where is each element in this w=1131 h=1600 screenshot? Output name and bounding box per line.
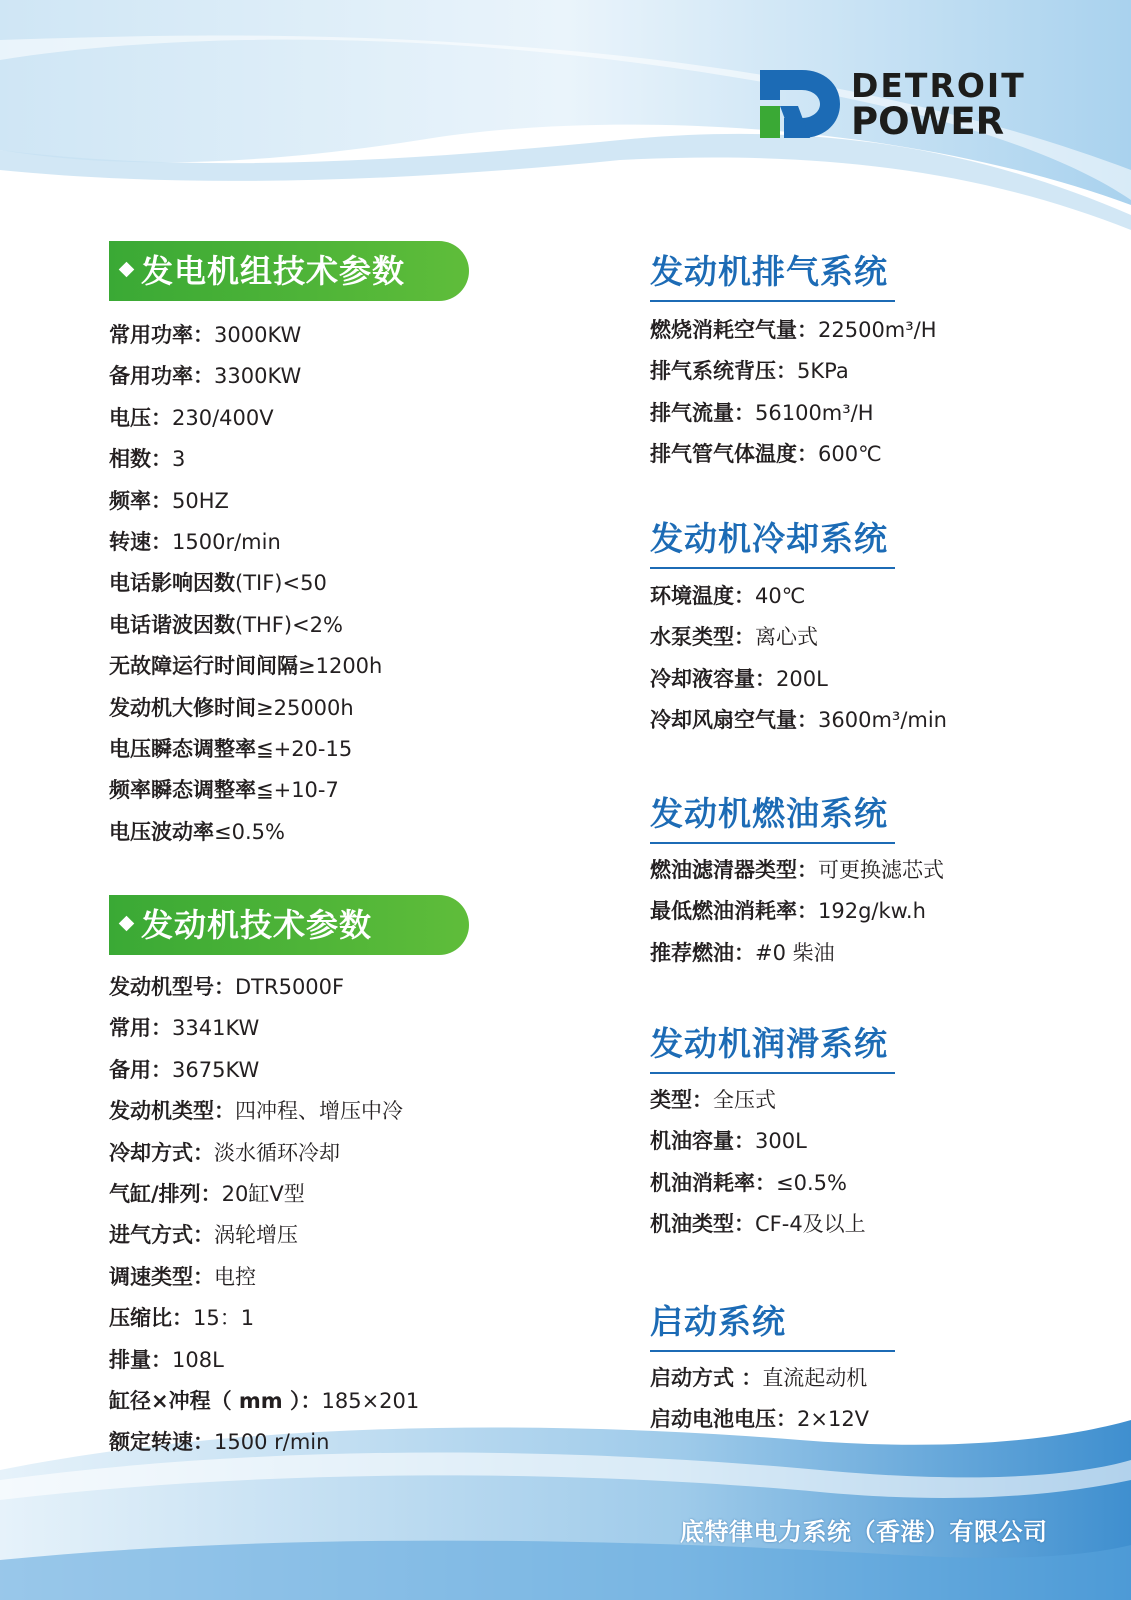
exhaust-row: [650, 351, 937, 392]
engine-row-value: 108L: [172, 1347, 224, 1372]
engine-row-label: 气缸/排列：: [109, 1181, 222, 1206]
engine-row: [109, 1340, 419, 1381]
genset-row-label: 无故障运行时间间隔: [109, 654, 298, 679]
genset-row: [109, 770, 382, 811]
genset-row-value: (TIF)<50: [235, 571, 327, 596]
engine-row-value: 15：1: [193, 1306, 255, 1331]
lube-row-value: CF-4及以上: [755, 1212, 866, 1237]
cooling-row-value: 40℃: [755, 584, 806, 608]
lube-row-label: 类型：: [650, 1088, 713, 1112]
genset-row-label: 转速：: [109, 529, 172, 554]
genset-row-value: ≥1200h: [298, 654, 383, 679]
engine-row-label: 常用：: [109, 1016, 172, 1041]
genset-row-value: 3300KW: [214, 364, 302, 389]
fuel-list: [650, 850, 944, 974]
lube-row-value: ≤0.5%: [776, 1170, 847, 1195]
cooling-row-label: 冷却液容量：: [650, 666, 776, 691]
exhaust-heading: 发动机排气系统: [650, 248, 895, 302]
engine-row-value: 185×201: [321, 1388, 420, 1413]
engine-row-label: 调速类型：: [109, 1264, 214, 1289]
lube-row: [650, 1121, 866, 1162]
engine-row: [109, 1174, 419, 1215]
genset-row: [109, 812, 382, 853]
genset-row: [109, 646, 382, 687]
engine-row-value: 淡水循环冷却: [214, 1140, 340, 1165]
lube-row-value: 全压式: [713, 1088, 776, 1112]
company-name: 底特律电力系统（香港）有限公司: [680, 1518, 1048, 1546]
genset-row-label: 电话影响因数: [109, 571, 235, 596]
genset-row: [109, 563, 382, 604]
fuel-row-label: 燃油滤清器类型：: [650, 858, 818, 882]
genset-row-value: (THF)<2%: [235, 612, 343, 637]
engine-row: [109, 1422, 419, 1463]
exhaust-row-label: 排气系统背压：: [650, 359, 797, 384]
genset-row-label: 电压瞬态调整率: [109, 736, 256, 761]
brand-logo: [758, 62, 1026, 146]
lube-row: [650, 1080, 866, 1121]
genset-row: [109, 522, 382, 563]
fuel-row-value: #0 柴油: [755, 940, 835, 965]
lube-row: [650, 1204, 866, 1245]
cooling-row-value: 离心式: [755, 625, 818, 650]
start-row: [650, 1399, 869, 1440]
engine-row-label: 发动机类型：: [109, 1099, 235, 1124]
engine-row: [109, 1215, 419, 1256]
engine-row-label: 缸径×冲程（ mm ）：: [109, 1388, 322, 1413]
engine-row: [109, 1091, 419, 1132]
engine-row: [109, 1257, 419, 1298]
engine-row-label: 发动机型号：: [109, 975, 235, 999]
diamond-bullet-icon: [119, 261, 135, 277]
engine-row-value: 电控: [214, 1264, 256, 1289]
exhaust-row-value: 5KPa: [797, 359, 849, 384]
engine-row: [109, 1298, 419, 1339]
genset-row-value: ≤0.5%: [214, 819, 285, 844]
exhaust-row-label: 燃烧消耗空气量：: [650, 318, 818, 342]
start-row: [650, 1358, 869, 1399]
fuel-row-value: 可更换滤芯式: [818, 858, 944, 882]
genset-row-value: 230/400V: [172, 405, 274, 430]
cooling-row: [650, 576, 947, 617]
engine-row-label: 进气方式：: [109, 1223, 214, 1248]
genset-row-label: 备用功率：: [109, 364, 214, 389]
engine-row-value: 涡轮增压: [214, 1223, 298, 1248]
logo-word-power: POWER: [851, 100, 1005, 143]
cooling-row-value: 3600m³/min: [818, 708, 947, 733]
genset-row-value: ≦+10-7: [256, 778, 339, 803]
cooling-row-value: 200L: [776, 666, 828, 691]
start-heading: 启动系统: [650, 1298, 895, 1352]
engine-row-value: 1500 r/min: [214, 1430, 330, 1455]
genset-row: [109, 398, 382, 439]
exhaust-list: [650, 310, 937, 476]
genset-row: [109, 481, 382, 522]
fuel-row: [650, 933, 944, 974]
fuel-row: [650, 850, 944, 891]
genset-heading: [109, 241, 469, 301]
exhaust-row: [650, 310, 937, 351]
genset-row: [109, 315, 382, 356]
genset-row-value: ≥25000h: [256, 695, 354, 720]
cooling-list: [650, 576, 947, 742]
exhaust-row: [650, 434, 937, 475]
genset-heading-text: 发电机组技术参数: [141, 252, 406, 290]
genset-row: [109, 729, 382, 770]
genset-row: [109, 439, 382, 480]
genset-row-value: 50HZ: [172, 488, 229, 513]
engine-row: [109, 967, 419, 1008]
cooling-heading: 发动机冷却系统: [650, 515, 895, 569]
cooling-row-label: 水泵类型：: [650, 625, 755, 650]
genset-row: [109, 688, 382, 729]
engine-row: [109, 1133, 419, 1174]
start-row-value: 2×12V: [797, 1407, 870, 1432]
start-list: [650, 1358, 869, 1441]
start-row-value: 直流起动机: [762, 1366, 868, 1390]
cooling-row-label: 冷却风扇空气量：: [650, 708, 818, 733]
genset-row-label: 常用功率：: [109, 323, 214, 347]
engine-row-value: DTR5000F: [235, 975, 345, 999]
engine-heading-text: 发动机技术参数: [141, 906, 373, 944]
fuel-row: [650, 891, 944, 932]
start-row-label: 启动电池电压：: [650, 1407, 797, 1432]
cooling-row: [650, 659, 947, 700]
engine-heading: [109, 895, 469, 955]
genset-row-value: ≦+20-15: [256, 736, 353, 761]
engine-row-label: 压缩比：: [109, 1306, 193, 1331]
engine-row: [109, 1381, 419, 1422]
cooling-row-label: 环境温度：: [650, 584, 755, 608]
diamond-bullet-icon: [119, 915, 135, 931]
genset-row-label: 频率瞬态调整率: [109, 778, 256, 803]
start-row-label: 启动方式 ：: [650, 1366, 763, 1390]
cooling-row: [650, 700, 947, 741]
engine-row-value: 3675KW: [172, 1057, 260, 1082]
engine-row-value: 四冲程、增压中冷: [235, 1099, 403, 1124]
exhaust-row-value: 600℃: [818, 442, 882, 467]
genset-row-label: 频率：: [109, 488, 172, 513]
exhaust-row-value: 56100m³/H: [755, 400, 874, 425]
engine-row-value: 3341KW: [172, 1016, 260, 1041]
exhaust-row-label: 排气流量：: [650, 400, 755, 425]
engine-row-label: 额定转速：: [109, 1430, 214, 1455]
fuel-row-label: 推荐燃油：: [650, 940, 755, 965]
engine-row-label: 备用：: [109, 1057, 172, 1082]
lube-row: [650, 1163, 866, 1204]
fuel-row-value: 192g/kw.h: [818, 899, 926, 924]
fuel-row-label: 最低燃油消耗率：: [650, 899, 818, 924]
lube-row-value: 300L: [755, 1129, 807, 1154]
genset-row-label: 发动机大修时间: [109, 695, 256, 720]
lube-row-label: 机油消耗率：: [650, 1170, 776, 1195]
fuel-heading: 发动机燃油系统: [650, 790, 895, 844]
genset-row: [109, 605, 382, 646]
logo-mark-icon: [758, 62, 844, 142]
exhaust-row-value: 22500m³/H: [818, 318, 937, 342]
lube-row-label: 机油类型：: [650, 1212, 755, 1237]
engine-row: [109, 1050, 419, 1091]
genset-row-label: 电压波动率: [109, 819, 214, 844]
engine-row-label: 冷却方式：: [109, 1140, 214, 1165]
exhaust-row-label: 排气管气体温度：: [650, 442, 818, 467]
genset-row: [109, 356, 382, 397]
cooling-row: [650, 617, 947, 658]
genset-row-value: 3000KW: [214, 323, 302, 347]
genset-row-label: 相数：: [109, 447, 172, 472]
genset-row-label: 电压：: [109, 405, 172, 430]
lube-list: [650, 1080, 866, 1246]
engine-row-value: 20缸V型: [221, 1181, 305, 1206]
engine-row: [109, 1008, 419, 1049]
genset-list: [109, 315, 382, 853]
exhaust-row: [650, 393, 937, 434]
logo-word-detroit: DETROIT: [851, 66, 1026, 105]
lube-row-label: 机油容量：: [650, 1129, 755, 1154]
engine-list: [109, 967, 419, 1464]
genset-row-value: 3: [172, 447, 186, 472]
genset-row-label: 电话谐波因数: [109, 612, 235, 637]
lube-heading: 发动机润滑系统: [650, 1020, 895, 1074]
genset-row-value: 1500r/min: [172, 529, 281, 554]
engine-row-label: 排量：: [109, 1347, 172, 1372]
